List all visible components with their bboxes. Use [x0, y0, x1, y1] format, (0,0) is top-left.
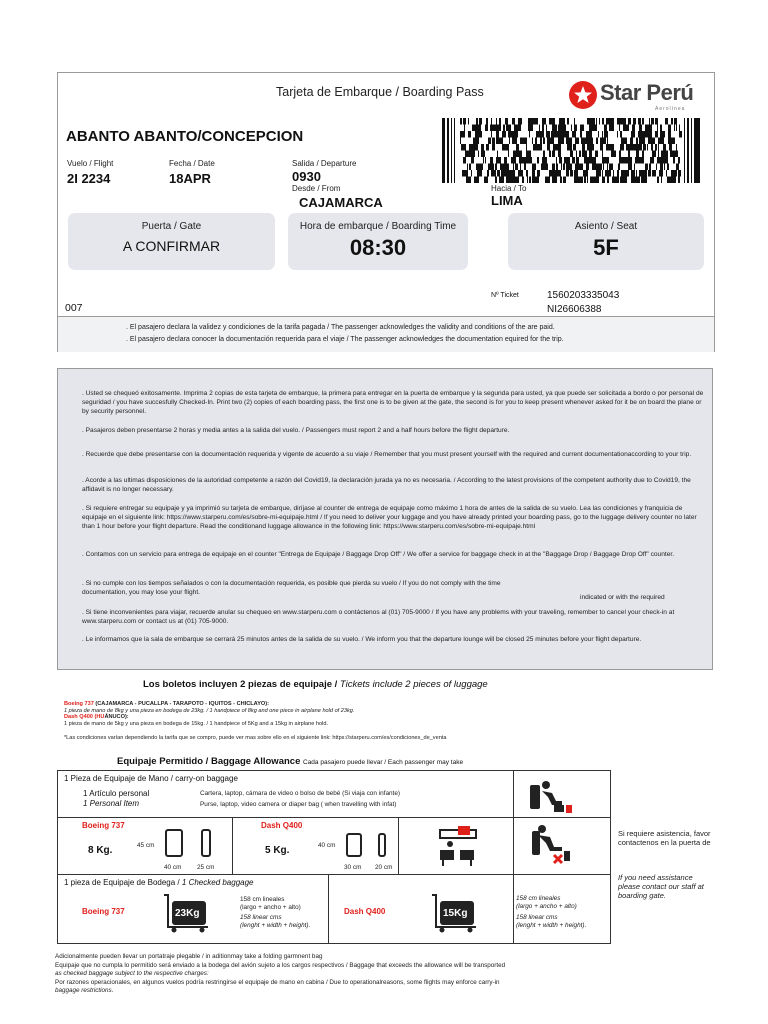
pass-title: Tarjeta de Embarque / Boarding Pass	[276, 85, 484, 99]
instructions-box	[57, 368, 713, 670]
personal-item-en: 1 Personal Item	[83, 799, 140, 808]
footer-line-4: Por razones operacionales, en algunos vuelos podría restringirse el equipaje de mano en cabina / Due to operationalreasons, some flights may enforce carry-in	[55, 978, 500, 986]
footer-line-2: Equipaje que no cumpla lo permitido será enviado a la bodega del avión sujeto a los cargos respectivos / Baggage that exceeds the allowance will be transported	[55, 961, 506, 969]
checked-b737-label: Boeing 737	[82, 907, 125, 916]
carryon-b737-label: Boeing 737	[82, 821, 125, 830]
info-paragraph-cancel: . Si tiene inconvenientes para viajar, recuerde anular su chequeo en www.starperu.com o contáctenos al (01) 705-9000 / If you have any problems with your traveling, remember to cancel your check-in at www.starperu.com or contact us at (01) 705-9000.	[82, 609, 675, 625]
b737-allowance: 1 pieza de mano de 8kg y una pieza en bodega de 23kg. / 1 handpiece of 8kg and one piece in airplane hold of 23kg.	[64, 707, 355, 714]
star-icon	[569, 81, 597, 109]
checked-title	[64, 878, 254, 887]
flight-label: Vuelo / Flight	[67, 159, 114, 168]
seat-box	[508, 213, 704, 270]
q400-suitcase-icon	[346, 833, 362, 857]
checked-title-en: 1 Checked baggage	[181, 878, 254, 887]
under-seat-bag-icon	[528, 779, 574, 815]
to-label: Hacia / To	[491, 184, 527, 193]
ticket-number: 1560203335043	[547, 290, 620, 301]
logo-subtitle: Aerolínea	[655, 106, 686, 112]
personal-item-desc-es: Cartera, laptop, cámara de video o bolso de bebé (Si viaja con infante)	[200, 790, 401, 797]
personal-item-desc-en: Purse, laptop, video camera or diaper bag ( when travelling with infat)	[200, 801, 397, 808]
star-peru-logo	[569, 79, 709, 115]
dim-20: 20 cm	[375, 864, 393, 871]
date-label: Fecha / Date	[169, 159, 215, 168]
boarding-time-value: 08:30	[349, 235, 407, 260]
pdf417-barcode	[442, 118, 702, 183]
from-label: Desde / From	[292, 184, 341, 193]
boarding-time-box	[288, 213, 468, 270]
dim-25: 25 cm	[197, 864, 215, 871]
q400-linear-es: 158 cm lineales (largo + ancho + alto)	[516, 895, 577, 910]
luggage-fleet-info	[64, 701, 354, 727]
q400-allowance: 1 pieza de mano de 5kg y una pieza en bodega de 15kg. / 1 handpiece of 5Kg and a 15kg in airplane hold.	[64, 720, 329, 727]
destination-city: LIMA	[491, 193, 523, 208]
b737-label: Boeing 737	[64, 701, 94, 707]
info-paragraph-covid: . Acorde a las ultimas disposiciones de la autoridad competente a razón del Covid19, la declaración jurada ya no es necesaria. / According to the latest provisions of the competent authority due to Covid19, the affidavit is no longer necessary.	[82, 477, 691, 493]
checked-title-es: 1 pieza de Equipaje de Bodega /	[64, 878, 180, 887]
flight-date: 18APR	[169, 171, 211, 186]
boarding-time-label: Hora de embarque / Boarding Time	[299, 221, 457, 232]
footer-line-3: as checked baggage subject to the respective charges:	[55, 970, 209, 978]
carryon-q400-label: Dash Q400	[261, 821, 303, 830]
allowance-heading-text: Equipaje Permitido / Baggage Allowance	[117, 756, 301, 767]
carry-on-suitcase-icon	[165, 829, 183, 857]
no-feet-bag-icon	[528, 821, 574, 869]
info-paragraph-timing-c: indicated or with the required	[580, 594, 665, 601]
b737-linear-es: 158 cm lineales (largo + ancho + alto)	[240, 896, 301, 911]
info-paragraph-timing-a: . Si no cumple con los tiempos señalados o con la documentación requerida, es posible que pierda su vuelo / If you do not comply with the time	[82, 580, 501, 587]
passenger-name: ABANTO ABANTO/CONCEPCION	[66, 128, 304, 145]
checked-q400-label: Dash Q400	[344, 907, 386, 916]
footer-notes	[55, 953, 505, 996]
carry-on-side-icon	[201, 829, 211, 857]
b737-linear-en: 158 linear cms (lenght + width + height).	[240, 914, 311, 929]
info-paragraph-timing-b: documentation, you may lose your flight.	[82, 589, 201, 596]
departure-time: 0930	[292, 169, 321, 184]
info-paragraph-baggage-counter: . Si requiere entregar su equipaje y ya imprimió su tarjeta de embarque, diríjase al counter de entrega de equipaje como máximo 1 hora de antes de la salida de su vuelo. Lea las condiciones y franquicia de equipaje en el siguiente link: https://www.starperu.com/es/sobre-mi-equipaje.html / If you need to deliver your luggage and you have already printed your boarding pass, go to the luggage delivery counter no later than 1 hour before your flight departure. Read the conditionand luggage allowance in the following link: https://www.starperu.com/es/sobre-mi-equipaje.html	[82, 505, 697, 530]
q400-linear-en: 158 linear cms (lenght + width + height).	[516, 914, 587, 929]
bag-23kg-label: 23Kg	[175, 908, 200, 919]
boarding-pass-card	[57, 72, 715, 352]
seat-label: Asiento / Seat	[574, 221, 638, 232]
note-fare: . El pasajero declara la validez y condiciones de la tarifa pagada / The passenger acknowledges the validity and conditions of the are paid.	[126, 324, 555, 331]
origin-city: CAJAMARCA	[299, 195, 383, 210]
dim-45: 45 cm	[137, 842, 155, 849]
dim-40: 40 cm	[164, 864, 182, 871]
overhead-bin-icon	[434, 824, 482, 868]
info-paragraph-drop-off: . Contamos con un servicio para entrega de equipaje en el counter "Entrega de Equipaje / Baggage Drop Off" / We offer a service for baggage check in at the "Baggage Drop / Baggage Drop Off" counter.	[82, 551, 675, 558]
luggage-heading	[143, 679, 488, 690]
conditions-note: *Las condiciones varían dependiendo la tarifa que se compro, puede ver mas sobre ello en el siguiente link: https://starperu.com/es/condiciones_de_venta	[64, 735, 447, 741]
q400-label-rest: ÁNUCO):	[104, 714, 129, 721]
assistance-en: If you need assistance please contact our staff at boarding gate.	[618, 873, 704, 900]
dim-40b: 40 cm	[318, 842, 336, 849]
dim-30: 30 cm	[344, 864, 362, 871]
carry-on-title: 1 Pieza de Equipaje de Mano / carry-on baggage	[64, 774, 238, 783]
q400-label: Dash Q400 (	[64, 714, 97, 721]
ticket-reference: NI26606388	[547, 304, 602, 315]
carryon-b737-kg: 8 Kg.	[88, 845, 113, 856]
info-paragraph-lounge: . Le informamos que la sala de embarque se cerrará 25 minutos antes de la salida de su vuelo. / We inform you that the departure lounge will be closed 25 minutes before your flight departure.	[82, 636, 642, 643]
gate-label: Puerta / Gate	[141, 221, 202, 232]
b737-routes: (CAJAMARCA - PUCALLPA - TARAPOTO - IQUITOS - CHICLAYO):	[95, 701, 270, 707]
assistance-es: Si requiere asistencia, favor contactenos en la puerta de	[618, 829, 711, 847]
carryon-q400-kg: 5 Kg.	[265, 845, 290, 856]
sequence-number: 007	[65, 302, 83, 314]
allowance-heading	[117, 756, 463, 767]
info-paragraph-documents: . Recuerde que debe presentarse con la documentación requerida y vigente de acuerdo a su viaje / Remember that you must present yourself with the required and current documentationaccording to your trip.	[82, 451, 692, 458]
note-documentation: . El pasajero declara conocer la documentación requerida para el viaje / The passenger acknowledges the documentation equired for the trip.	[126, 336, 564, 343]
allowance-table	[57, 770, 611, 944]
footer-line-5: baggage restrictions.	[55, 987, 114, 995]
personal-item-es: 1 Artículo personal	[83, 789, 150, 798]
flight-number: 2I 2234	[67, 171, 111, 186]
ticket-label: Nº Ticket	[491, 292, 519, 299]
departure-label: Salida / Departure	[292, 159, 357, 168]
bag-15kg-label: 15Kg	[443, 908, 468, 919]
gate-box	[68, 213, 275, 270]
seat-value: 5F	[593, 235, 619, 260]
luggage-heading-es: Los boletos incluyen 2 piezas de equipaje /	[143, 679, 338, 690]
luggage-heading-en: Tickets include 2 pieces of luggage	[339, 679, 488, 690]
info-paragraph-checkin: . Usted se chequeó exitosamente. Imprima 2 copias de esta tarjeta de embarque, la primera para entregar en la puerta de embarque y la segunda para usted, ya que puede ser solicitada a bordo o por personal de seguridad / you have succesfully Checked-In. Print two (2) copies of each boarding pass, the first one is to be given at the gate, the second is for you to keep present whenever asked for it be on board the plane or by security personnel.	[82, 390, 704, 415]
pass-notes	[58, 316, 714, 352]
allowance-heading-small: Cada pasajero puede llevar / Each passenger may take	[303, 759, 464, 766]
q400-label-hu: HU	[96, 714, 105, 721]
q400-side-icon	[378, 833, 386, 857]
info-paragraph-report: . Pasajeros deben presentarse 2 horas y media antes a la salida del vuelo. / Passengers must report 2 and a half hours before the flight departure.	[82, 427, 510, 434]
logo-text: Star Perú	[600, 80, 694, 105]
footer-line-1: Adicionalmente pueden llevar un portatraje plegable / in aditionmay take a folding garmnent bag	[55, 953, 323, 960]
gate-value: A CONFIRMAR	[122, 238, 221, 254]
